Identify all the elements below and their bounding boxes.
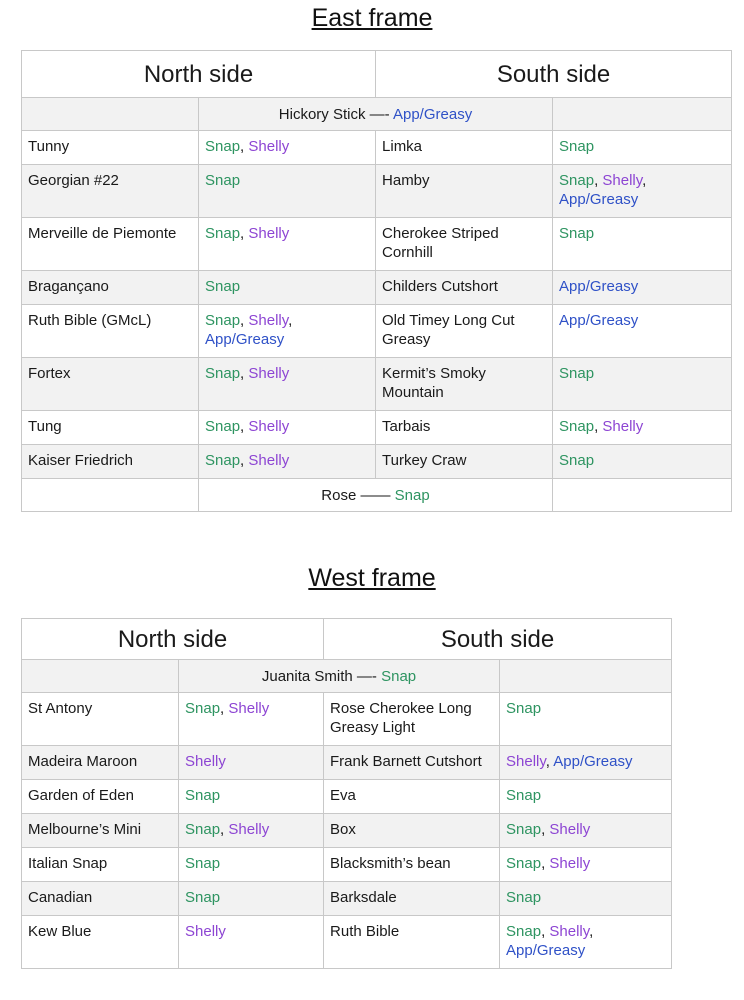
tag-separator: , xyxy=(240,418,249,435)
variety-name: Turkey Craw xyxy=(376,445,553,479)
usage-tag: Shelly xyxy=(248,138,290,155)
table-row xyxy=(22,693,672,746)
variety-name: Kaiser Friedrich xyxy=(22,445,199,479)
variety-tags xyxy=(199,411,376,445)
west-frame-table xyxy=(21,618,672,969)
variety-tags xyxy=(500,882,672,916)
usage-tag: Snap xyxy=(205,278,241,295)
usage-tag: Snap xyxy=(559,452,595,469)
variety-name: Cherokee Striped Cornhill xyxy=(376,218,553,271)
usage-tag: Snap xyxy=(205,312,241,329)
variety-name: Madeira Maroon xyxy=(22,746,179,780)
tag-separator: , xyxy=(541,923,550,940)
empty-cell xyxy=(500,660,672,693)
variety-name: Tarbais xyxy=(376,411,553,445)
table-row xyxy=(22,271,732,305)
empty-cell xyxy=(553,479,732,512)
usage-tag: Snap xyxy=(506,889,542,906)
variety-name: Old Timey Long Cut Greasy xyxy=(376,305,553,358)
variety-name: Ruth Bible xyxy=(324,916,500,969)
empty-cell xyxy=(22,660,179,693)
usage-tag: App/Greasy xyxy=(205,331,285,348)
tag-separator: , xyxy=(288,312,293,329)
note-tag: App/Greasy xyxy=(392,105,473,123)
table-row xyxy=(22,780,672,814)
table-row xyxy=(22,848,672,882)
usage-tag: Shelly xyxy=(228,821,270,838)
usage-tag: App/Greasy xyxy=(553,753,633,770)
west-south-header: South side xyxy=(324,619,672,660)
variety-tags xyxy=(199,358,376,411)
variety-name: Hamby xyxy=(376,165,553,218)
empty-cell xyxy=(22,98,199,131)
usage-tag: Snap xyxy=(559,418,595,435)
table-row xyxy=(22,916,672,969)
east-north-header: North side xyxy=(22,51,376,98)
variety-tags xyxy=(553,305,732,358)
usage-tag: Snap xyxy=(506,855,542,872)
tag-separator: , xyxy=(594,172,603,189)
variety-name: Italian Snap xyxy=(22,848,179,882)
usage-tag: Snap xyxy=(506,787,542,804)
table-row xyxy=(22,218,732,271)
usage-tag: Snap xyxy=(205,418,241,435)
tag-separator: , xyxy=(220,700,229,717)
variety-tags xyxy=(553,131,732,165)
variety-tags xyxy=(553,358,732,411)
tag-separator: , xyxy=(541,821,550,838)
usage-tag: Snap xyxy=(559,225,595,242)
variety-name: Bragançano xyxy=(22,271,199,305)
tag-separator: , xyxy=(240,452,249,469)
usage-tag: Shelly xyxy=(248,225,290,242)
variety-tags xyxy=(500,746,672,780)
note-tag: Snap xyxy=(394,486,430,504)
variety-tags xyxy=(553,445,732,479)
variety-tags xyxy=(179,693,324,746)
variety-name: Blacksmith’s bean xyxy=(324,848,500,882)
tag-separator: , xyxy=(220,821,229,838)
east-frame-title: East frame xyxy=(311,4,433,32)
tag-separator: , xyxy=(240,138,249,155)
tag-separator: , xyxy=(541,855,550,872)
variety-name: Tung xyxy=(22,411,199,445)
note-text: Juanita Smith —- xyxy=(261,667,382,685)
variety-tags xyxy=(199,305,376,358)
variety-name: Childers Cutshort xyxy=(376,271,553,305)
variety-name: Georgian #22 xyxy=(22,165,199,218)
usage-tag: Shelly xyxy=(506,753,546,770)
variety-tags xyxy=(199,445,376,479)
variety-name: Box xyxy=(324,814,500,848)
usage-tag: Snap xyxy=(506,821,542,838)
variety-tags xyxy=(199,165,376,218)
usage-tag: Snap xyxy=(506,923,542,940)
empty-cell xyxy=(553,98,732,131)
variety-name: Rose Cherokee Long Greasy Light xyxy=(324,693,500,746)
empty-cell xyxy=(22,479,199,512)
usage-tag: Snap xyxy=(185,700,221,717)
east-south-header: South side xyxy=(376,51,732,98)
variety-tags xyxy=(179,746,324,780)
variety-tags xyxy=(500,780,672,814)
usage-tag: Snap xyxy=(559,365,595,382)
table-row xyxy=(22,814,672,848)
tag-separator: , xyxy=(240,365,249,382)
usage-tag: Snap xyxy=(185,855,221,872)
west-north-header: North side xyxy=(22,619,324,660)
variety-name: Canadian xyxy=(22,882,179,916)
usage-tag: Shelly xyxy=(602,172,643,189)
variety-name: Kew Blue xyxy=(22,916,179,969)
variety-name: Garden of Eden xyxy=(22,780,179,814)
variety-name: Merveille de Piemonte xyxy=(22,218,199,271)
variety-name: Melbourne’s Mini xyxy=(22,814,179,848)
tag-separator: , xyxy=(240,312,249,329)
variety-tags xyxy=(179,814,324,848)
variety-tags xyxy=(199,218,376,271)
usage-tag: App/Greasy xyxy=(559,278,639,295)
table-row xyxy=(22,131,732,165)
variety-name: Barksdale xyxy=(324,882,500,916)
usage-tag: Shelly xyxy=(549,821,591,838)
variety-tags xyxy=(553,411,732,445)
tag-separator: , xyxy=(589,923,594,940)
usage-tag: Shelly xyxy=(549,855,591,872)
usage-tag: Snap xyxy=(205,172,241,189)
variety-tags xyxy=(500,693,672,746)
tag-separator: , xyxy=(594,418,603,435)
table-row xyxy=(22,746,672,780)
usage-tag: Snap xyxy=(205,365,241,382)
tag-separator: , xyxy=(642,172,647,189)
note-text: Hickory Stick —- xyxy=(278,105,393,123)
east-top-note xyxy=(199,98,553,131)
tag-separator: , xyxy=(545,753,554,770)
variety-tags xyxy=(500,848,672,882)
usage-tag: Snap xyxy=(185,821,221,838)
table-row xyxy=(22,445,732,479)
variety-tags xyxy=(553,271,732,305)
usage-tag: Shelly xyxy=(228,700,270,717)
table-row xyxy=(22,305,732,358)
usage-tag: Snap xyxy=(559,138,595,155)
variety-tags xyxy=(553,218,732,271)
usage-tag: App/Greasy xyxy=(506,942,586,959)
table-row xyxy=(22,358,732,411)
table-row xyxy=(22,165,732,218)
variety-tags xyxy=(553,165,732,218)
variety-name: Tunny xyxy=(22,131,199,165)
variety-name: Fortex xyxy=(22,358,199,411)
usage-tag: App/Greasy xyxy=(559,191,639,208)
usage-tag: Snap xyxy=(185,787,221,804)
variety-tags xyxy=(179,916,324,969)
variety-name: St Antony xyxy=(22,693,179,746)
west-top-note xyxy=(179,660,500,693)
variety-name: Ruth Bible (GMcL) xyxy=(22,305,199,358)
variety-tags xyxy=(179,848,324,882)
variety-tags xyxy=(500,916,672,969)
usage-tag: Shelly xyxy=(248,365,290,382)
usage-tag: Shelly xyxy=(248,452,290,469)
usage-tag: Snap xyxy=(559,172,595,189)
usage-tag: Snap xyxy=(506,700,542,717)
usage-tag: Snap xyxy=(205,452,241,469)
variety-name: Kermit’s Smoky Mountain xyxy=(376,358,553,411)
east-bottom-note xyxy=(199,479,553,512)
note-text: Rose —— xyxy=(321,486,395,504)
variety-tags xyxy=(179,780,324,814)
variety-name: Limka xyxy=(376,131,553,165)
note-tag: Snap xyxy=(381,667,417,685)
usage-tag: Shelly xyxy=(549,923,590,940)
usage-tag: Snap xyxy=(205,225,241,242)
usage-tag: Shelly xyxy=(185,923,226,940)
usage-tag: Shelly xyxy=(248,418,290,435)
variety-tags xyxy=(199,271,376,305)
variety-tags xyxy=(500,814,672,848)
east-frame-table xyxy=(21,50,732,512)
usage-tag: Shelly xyxy=(602,418,644,435)
usage-tag: Shelly xyxy=(185,753,226,770)
usage-tag: Shelly xyxy=(248,312,289,329)
usage-tag: Snap xyxy=(205,138,241,155)
usage-tag: App/Greasy xyxy=(559,312,639,329)
variety-name: Eva xyxy=(324,780,500,814)
west-frame-title: West frame xyxy=(308,564,436,592)
tag-separator: , xyxy=(240,225,249,242)
variety-tags xyxy=(179,882,324,916)
table-row xyxy=(22,882,672,916)
table-row xyxy=(22,411,732,445)
usage-tag: Snap xyxy=(185,889,221,906)
variety-name: Frank Barnett Cutshort xyxy=(324,746,500,780)
variety-tags xyxy=(199,131,376,165)
